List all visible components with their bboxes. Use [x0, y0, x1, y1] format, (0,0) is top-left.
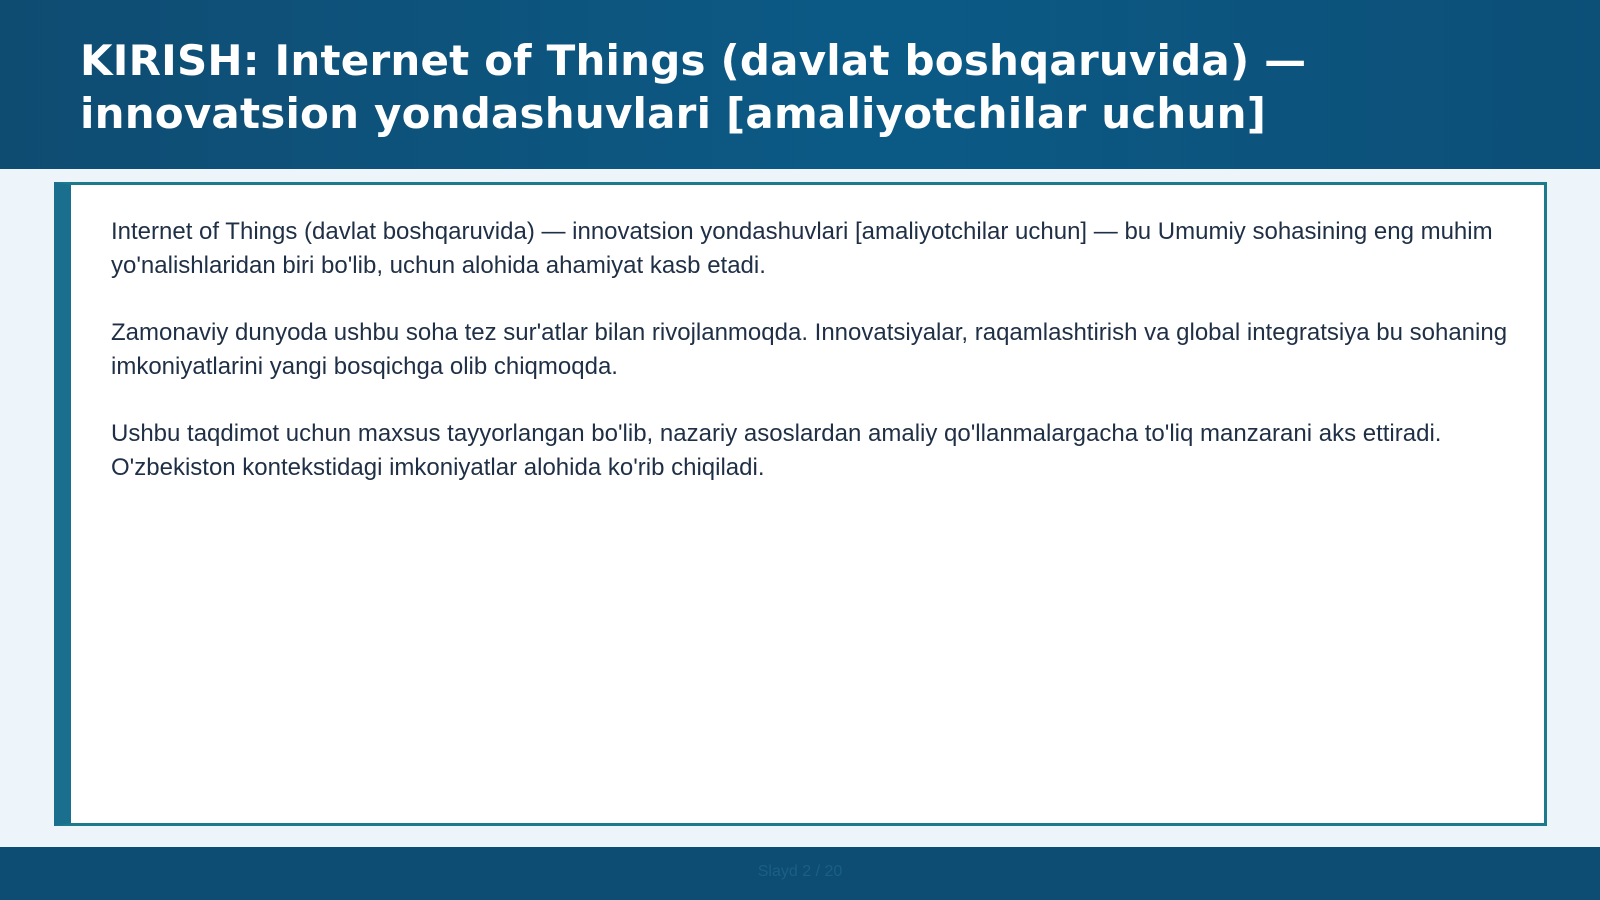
- presentation-paragraph: Ushbu taqdimot uchun maxsus tayyorlangan bo'lib, nazariy asoslardan amaliy qo'llanmalargacha to'liq manzarani aks ettiradi. O'zbekiston kontekstidagi imkoniyatlar alohida ko'rib chiqiladi.: [111, 420, 1442, 481]
- content-panel: [54, 182, 1547, 826]
- development-paragraph: Zamonaviy dunyoda ushbu soha tez sur'atlar bilan rivojlanmoqda. Innovatsiyalar, raqamlashtirish va global integratsiya bu sohaning imkoniyatlarini yangi bosqichga olib chiqmoqda.: [111, 319, 1508, 380]
- intro-paragraph: Internet of Things (davlat boshqaruvida) — innovatsion yondashuvlari [amaliyotchilar uchun] — bu Umumiy sohasining eng muhim yo'nalishlaridan biri bo'lib, uchun alohida ahamiyat kasb etadi.: [111, 218, 1493, 279]
- content-body: [111, 215, 1508, 518]
- title-bar: [0, 0, 1600, 169]
- slide-number: Slayd 2 / 20: [757, 863, 843, 880]
- slide-title: KIRISH: Internet of Things (davlat boshqaruvida) — innovatsion yondashuvlari [amaliyotchilar uchun]: [80, 36, 1307, 138]
- footer-bar: [0, 847, 1600, 900]
